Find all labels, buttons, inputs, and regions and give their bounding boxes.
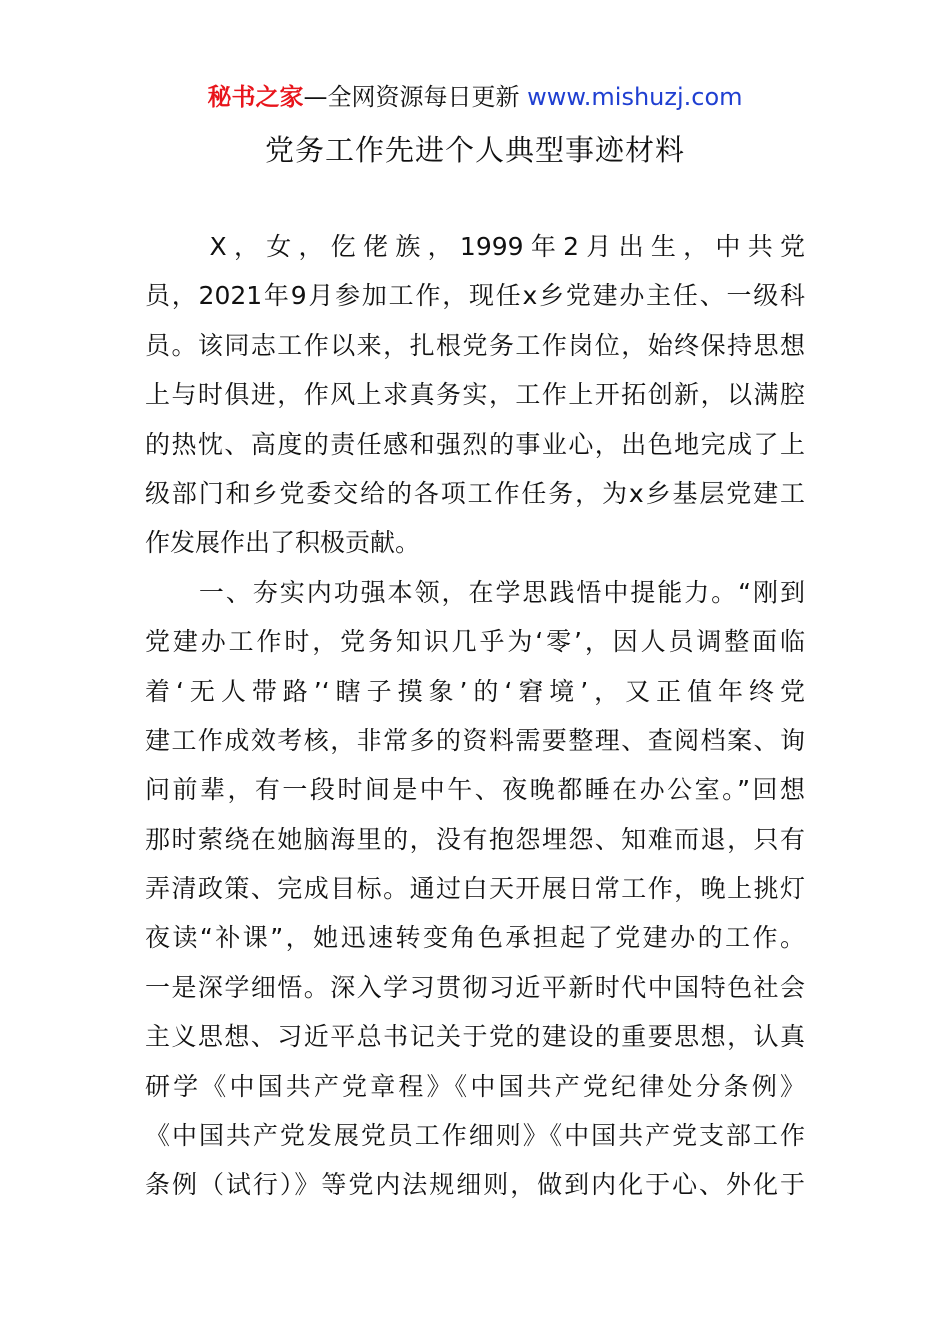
site-header xyxy=(0,80,950,114)
body-line: 那时萦绕在她脑海里的，没有抱怨埋怨、知难而退，只有 xyxy=(145,824,805,854)
site-tagline: —全网资源每日更新 xyxy=(303,83,520,111)
body-line: 员。该同志工作以来，扎根党务工作岗位，始终保持思想 xyxy=(145,330,805,360)
site-url[interactable]: www.mishuzj.com xyxy=(527,83,743,111)
body-line: 的热忱、高度的责任感和强烈的事业心，出色地完成了上 xyxy=(145,429,805,459)
body-line: 着‘无人带路’‘瞎子摸象’的‘窘境’，又正值年终党 xyxy=(145,676,805,706)
body-line: 条例（试行）》等党内法规细则，做到内化于心、外化于 xyxy=(145,1170,805,1200)
body-line: 党建办工作时，党务知识几乎为‘零’，因人员调整面临 xyxy=(145,627,805,657)
document-title: 党务工作先进个人典型事迹材料 xyxy=(264,133,685,167)
site-brand: 秘书之家 xyxy=(207,83,304,111)
body-line: 研学《中国共产党章程》《中国共产党纪律处分条例》 xyxy=(145,1071,805,1101)
document-body xyxy=(145,222,805,1210)
body-line: X，女，仡佬族，1999年2月出生，中共党 xyxy=(145,232,805,261)
body-line: 问前辈，有一段时间是中午、夜晚都睡在办公室。”回想 xyxy=(145,775,805,805)
body-line: 建工作成效考核，非常多的资料需要整理、查阅档案、询 xyxy=(145,725,805,755)
body-line: 上与时俱进，作风上求真务实，工作上开拓创新，以满腔 xyxy=(145,380,805,410)
body-line: 《中国共产党发展党员工作细则》《中国共产党支部工作 xyxy=(145,1121,805,1151)
body-line: 弄清政策、完成目标。通过白天开展日常工作，晚上挑灯 xyxy=(145,874,805,904)
body-line: 夜读“补课”，她迅速转变角色承担起了党建办的工作。 xyxy=(145,923,805,953)
body-line: 级部门和乡党委交给的各项工作任务，为x乡基层党建工 xyxy=(145,478,805,508)
body-line: 作发展作出了积极贡献。 xyxy=(145,528,421,558)
body-line: 主义思想、习近平总书记关于党的建设的重要思想，认真 xyxy=(145,1022,805,1052)
body-line: 员，2021年9月参加工作，现任x乡党建办主任、一级科 xyxy=(145,281,805,311)
body-line: 一是深学细悟。深入学习贯彻习近平新时代中国特色社会 xyxy=(145,972,805,1002)
body-line: 一、夯实内功强本领，在学思践悟中提能力。“刚到 xyxy=(145,577,805,607)
